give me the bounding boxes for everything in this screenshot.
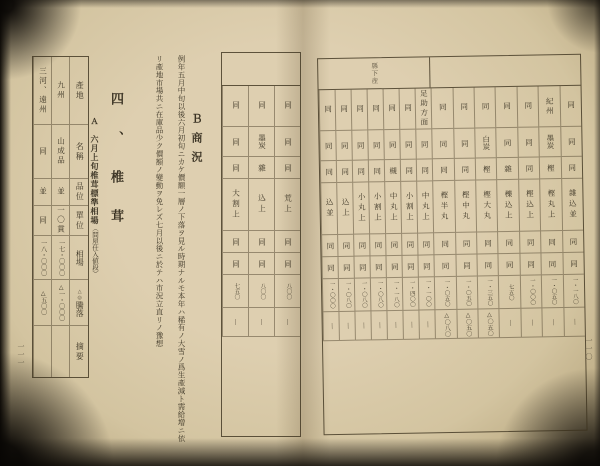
cell-price: 一・〇八〇 — [339, 279, 355, 312]
cell-same1: 同 — [520, 231, 541, 253]
cell-name: 山成品 — [52, 125, 69, 179]
cell-grade: 樫込上 — [519, 179, 540, 231]
cell-origin: 九州 — [52, 57, 69, 125]
cell-sub2: 同 — [561, 157, 582, 179]
cell-price: 一・四〇〇 — [403, 278, 419, 311]
row-label-unit: 單位 — [70, 206, 88, 236]
charcoal-table-columns — [319, 86, 585, 342]
cell-grade: 中丸上 — [417, 181, 433, 233]
cell-same1: 同 — [541, 231, 562, 253]
row-label-origin: 產地 — [70, 57, 88, 125]
cell-origin: 同 — [432, 88, 453, 129]
cell-sub1: 同 — [518, 127, 539, 157]
cell-grade: 樫半丸 — [433, 181, 454, 233]
cell-same2: 同 — [339, 257, 354, 279]
cell-same2: 同 — [435, 255, 456, 277]
charcoal-price-table — [317, 54, 588, 436]
table-column — [274, 86, 300, 337]
cell-same2: 同 — [403, 256, 418, 278]
cell-grade: 荒上 — [275, 179, 300, 231]
cell-change: ― — [249, 308, 274, 337]
cell-grade: 中丸上 — [385, 182, 401, 234]
cell-same2: 同 — [275, 253, 300, 275]
cell-price: 一・一八〇 — [387, 278, 403, 311]
cell-same1: 同 — [354, 234, 369, 256]
cell-sub1: 同 — [561, 127, 582, 157]
cell-origin: 同 — [517, 86, 538, 127]
cell-change: △〇五〇 — [457, 310, 478, 339]
cell-sub2: 同 — [337, 161, 352, 183]
cell-origin: 同 — [496, 87, 517, 128]
cell-sub2: 同 — [369, 160, 384, 182]
cell-origin: 同 — [352, 89, 368, 130]
cell-price: 八〇〇 — [275, 275, 300, 308]
cell-price: 八〇〇 — [249, 275, 274, 308]
cell-name: 同 — [34, 125, 51, 179]
page-number-right: 一一〇 — [585, 337, 593, 361]
group-header-kenka-label: 縣下産 — [370, 62, 378, 85]
cell-origin: 同 — [400, 89, 416, 130]
cell-price: 一・一八〇 — [563, 275, 584, 308]
cell-change: ― — [521, 308, 542, 337]
cell-change: △〇五〇 — [478, 309, 499, 338]
cell-same2: 同 — [542, 253, 563, 275]
section-b-heading: Ｂ商況 — [190, 113, 202, 170]
cell-change: ― — [223, 308, 248, 337]
cell-grade: 並 — [52, 179, 69, 206]
cell-grade: 小割上 — [369, 182, 385, 234]
cell-sub2: 槻 — [385, 160, 400, 182]
row-label-price: 相場 — [70, 236, 88, 280]
row-label-grade: 品位 — [70, 179, 88, 206]
cell-sub1: 同 — [401, 130, 417, 160]
charcoal-table-group-header-row — [318, 55, 581, 91]
cell-sub1: 同 — [385, 130, 401, 160]
cell-same2: 同 — [323, 257, 338, 279]
cell-same1: 同 — [386, 234, 401, 256]
cell-price: 一・〇〇〇 — [323, 279, 339, 312]
cell-grade: 雜込並 — [562, 179, 583, 231]
cell-same1: 同 — [275, 231, 300, 253]
cell-sub1: 同 — [223, 127, 248, 157]
cell-grade: 小丸上 — [353, 182, 369, 234]
cell-same2: 同 — [371, 256, 386, 278]
cell-change: ― — [420, 310, 436, 339]
cell-sub2: 同 — [519, 157, 540, 179]
cell-change: ― — [356, 311, 372, 340]
cell-change: ― — [388, 311, 404, 340]
cell-price: 一・〇八〇 — [371, 278, 387, 311]
page-number-left: 一一一 — [17, 343, 25, 367]
cell-price: 一・〇八〇 — [355, 278, 371, 311]
cell-sub1: 同 — [417, 129, 433, 159]
cell-origin: 紀州 — [539, 86, 560, 127]
cell-grade: 樫中丸 — [455, 181, 476, 233]
cell-change: ― — [275, 308, 300, 337]
cell-change: △〇八〇 — [436, 310, 457, 339]
charcoal-table-continuation — [221, 52, 301, 437]
change-note: △◎ — [76, 288, 82, 301]
row-label-remarks: 摘要 — [75, 341, 85, 362]
cell-change: ― — [404, 311, 420, 340]
subsection-a-note: （問屋仕入値段） — [91, 225, 98, 277]
shiitake-price-table — [32, 56, 89, 378]
cell-origin: 足助方面 — [416, 88, 432, 129]
subsection-a-title: Ａ 六月上旬椎茸標準相場 — [90, 117, 99, 225]
cell-grade: 小割上 — [401, 182, 417, 234]
subsection-a-heading — [89, 117, 100, 277]
cell-grade: 櫟込上 — [498, 180, 519, 232]
cell-sub2: 雜 — [249, 157, 274, 179]
cell-same1: 同 — [249, 231, 274, 253]
cell-sub1: 白炭 — [475, 128, 496, 158]
table-column — [248, 86, 274, 337]
cell-same2: 同 — [249, 253, 274, 275]
cell-same1: 同 — [223, 231, 248, 253]
cell-sub2: 同 — [417, 159, 432, 181]
cell-origin: 同 — [560, 86, 581, 127]
cell-grade: 込上 — [249, 179, 274, 231]
cell-same1: 同 — [563, 231, 584, 253]
cell-sub1: 同 — [369, 130, 385, 160]
cell-sub1: 同 — [337, 131, 353, 161]
cell-same1: 同 — [322, 235, 337, 257]
cell-same2: 同 — [520, 253, 541, 275]
cell-origin: 三河、遠州 — [34, 57, 51, 125]
cell-sub1: 同 — [321, 131, 337, 161]
cell-price: 一八・〇〇〇 — [34, 236, 51, 280]
table-column — [559, 86, 585, 337]
shiitake-column-kyushu — [51, 57, 69, 377]
cont-table-header-band — [222, 53, 300, 86]
cell-sub2: 同 — [275, 157, 300, 179]
cell-price: 七五〇 — [499, 276, 520, 309]
cell-same2: 同 — [387, 256, 402, 278]
cell-sub2: 同 — [454, 159, 475, 181]
cell-unit: 同 — [34, 206, 51, 236]
cell-change: ― — [324, 312, 340, 341]
cell-price: 一・〇五〇 — [457, 277, 478, 310]
cell-origin: 同 — [475, 87, 496, 128]
cell-same1: 同 — [434, 233, 455, 255]
cell-same1: 同 — [477, 232, 498, 254]
cell-same1: 同 — [402, 234, 417, 256]
cell-grade: 並 — [34, 179, 51, 206]
cell-sub2: 同 — [401, 160, 416, 182]
cell-change: ― — [372, 311, 388, 340]
cell-sub1: 同 — [497, 128, 518, 158]
shiitake-table-columns — [33, 57, 88, 377]
cont-table-remarks-area — [222, 337, 300, 436]
cell-sub1: 同 — [275, 127, 300, 157]
cell-sub2: 雜 — [497, 158, 518, 180]
cell-change: △五〇〇 — [34, 280, 51, 326]
cell-origin: 同 — [275, 86, 300, 127]
cell-unit: 一〇貫 — [52, 206, 69, 236]
cell-change: ― — [543, 308, 564, 337]
cell-origin: 同 — [336, 90, 352, 131]
row-label-change — [70, 280, 88, 326]
commentary-line-1: 例年五月中旬以後六月初旬ニカケ價額一層ノ下落ヲ見ル時期ナルモ本年ハ稀有ノ大雪ノ爲生產減ト需給增ニ依 — [177, 55, 186, 443]
cell-grade: 込並 — [321, 183, 337, 235]
cell-same1: 同 — [370, 234, 385, 256]
cell-same2: 同 — [478, 254, 499, 276]
cell-sub1: 墨炭 — [249, 127, 274, 157]
cell-grade: 大割上 — [223, 179, 248, 231]
shiitake-label-column — [69, 57, 88, 377]
cell-same2: 同 — [456, 255, 477, 277]
cell-same1: 同 — [338, 235, 353, 257]
cell-same1: 同 — [456, 233, 477, 255]
cell-change: ― — [564, 308, 585, 337]
cell-origin: 同 — [223, 86, 248, 127]
cell-origin: 同 — [320, 90, 336, 131]
cell-same2: 同 — [499, 254, 520, 276]
cell-sub1: 墨炭 — [539, 127, 560, 157]
cell-sub1: 同 — [454, 129, 475, 159]
cont-table-columns — [222, 86, 300, 337]
cell-origin: 同 — [453, 88, 474, 129]
cell-price: 一・〇五〇 — [435, 277, 456, 310]
cell-grade: 樫丸上 — [540, 179, 561, 231]
cell-change: ― — [500, 309, 521, 338]
cell-sub1: 同 — [353, 130, 369, 160]
cell-same1: 同 — [418, 233, 433, 255]
charcoal-table-remarks-area — [323, 337, 587, 435]
shiitake-column-mikawa-enshu — [33, 57, 51, 377]
group-header-kenka-san — [318, 57, 431, 89]
cell-price: 一・〇五〇 — [542, 275, 563, 308]
cell-same2: 同 — [563, 253, 584, 275]
cell-price: 七五〇 — [223, 275, 248, 308]
table-column — [222, 86, 248, 337]
cell-same2: 同 — [419, 255, 434, 277]
cell-price: 一・一〇〇 — [419, 277, 435, 310]
cell-change: ― — [340, 312, 356, 341]
cell-remarks — [34, 326, 51, 377]
cell-sub2: 樫 — [540, 157, 561, 179]
cell-sub2: 樫 — [476, 158, 497, 180]
cell-origin: 同 — [249, 86, 274, 127]
cell-sub2: 同 — [223, 157, 248, 179]
group-header-empty — [430, 55, 581, 88]
cell-sub2: 同 — [353, 160, 368, 182]
cell-sub1: 同 — [433, 129, 454, 159]
cell-same2: 同 — [355, 256, 370, 278]
cell-price: 一・三五〇 — [478, 276, 499, 309]
cell-sub2: 同 — [433, 159, 454, 181]
cell-sub2: 同 — [321, 161, 336, 183]
cell-grade: 樫大丸 — [476, 180, 497, 232]
cell-change: △一・〇〇〇 — [52, 280, 69, 326]
cell-grade: 込上 — [337, 183, 353, 235]
cell-origin: 同 — [368, 89, 384, 130]
commentary-line-2: リ產地市場共ニ在庫品少ク價額ノ變動ヲ免レズ七月以後ニ於テハ市況立直リノ豫想 — [155, 55, 164, 348]
row-label-name: 名稱 — [70, 125, 88, 179]
cell-origin: 同 — [384, 89, 400, 130]
row-label-change-text: 騰落 — [75, 300, 85, 317]
section-4-heading: 四、椎茸 — [109, 92, 124, 248]
cell-same2: 同 — [223, 253, 248, 275]
cell-price: 一七・〇〇〇 — [52, 236, 69, 280]
cell-remarks — [52, 326, 69, 377]
cell-same1: 同 — [499, 232, 520, 254]
cell-price: 一・〇〇〇 — [521, 275, 542, 308]
